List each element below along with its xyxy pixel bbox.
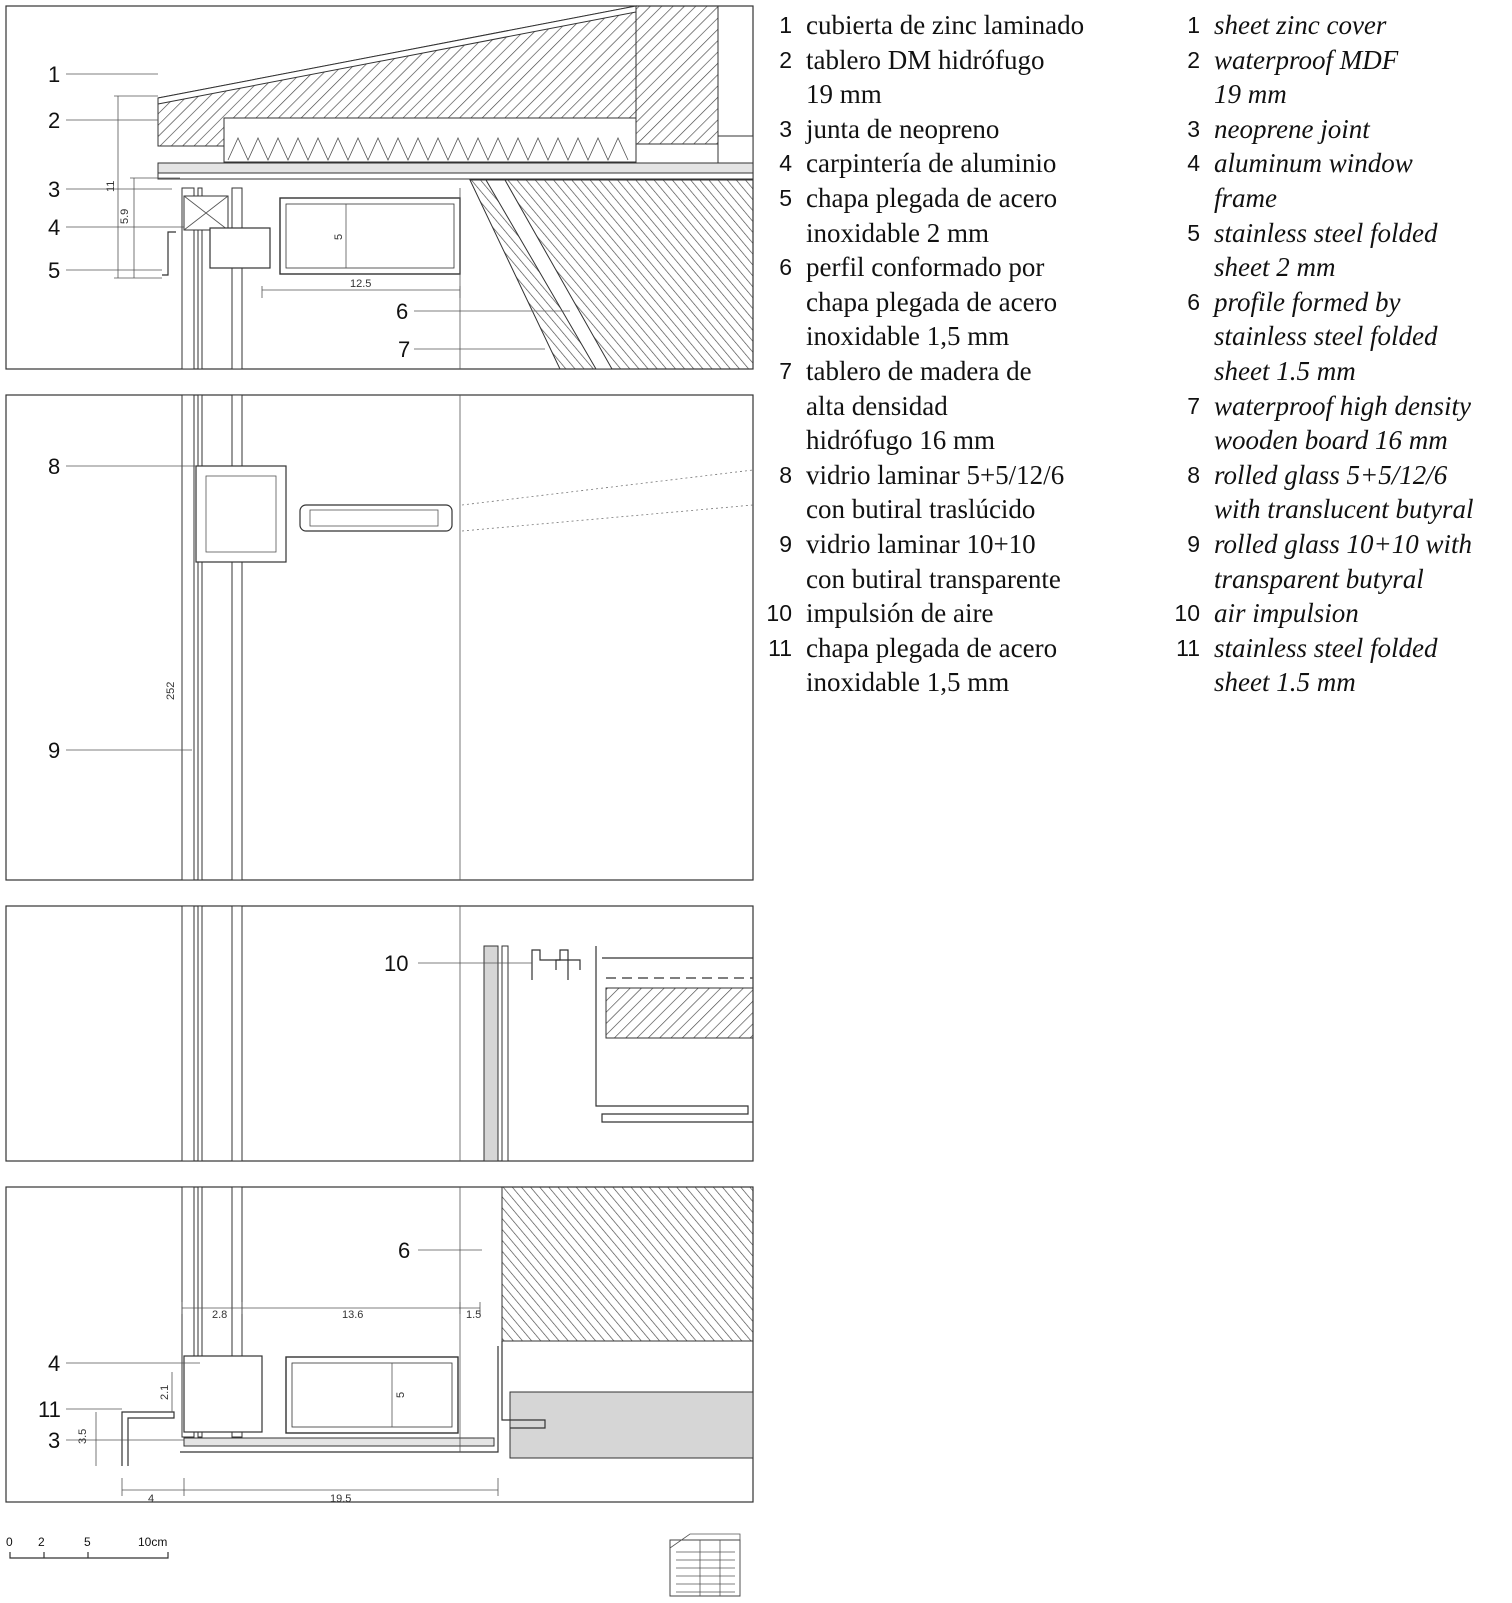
legend-item	[1168, 216, 1508, 285]
legend-item-number: 7	[1187, 392, 1200, 419]
legend-item	[1168, 146, 1508, 215]
legend-item-text: profile formed by stainless steel folded sheet 1.5 mm	[1214, 286, 1438, 386]
legend-item-number: 7	[779, 357, 792, 384]
legend-item-number: 8	[1187, 461, 1200, 488]
legend-item-number: 11	[1176, 634, 1200, 661]
legend-item-text: aluminum window frame	[1214, 148, 1413, 213]
legend-item-number: 3	[779, 115, 792, 142]
legend-item-number: 5	[1187, 219, 1200, 246]
dim-5-bottom: 5	[395, 1391, 407, 1398]
legend-item-text: chapa plegada de acero inoxidable 2 mm	[806, 182, 1058, 248]
legend-item-text: neoprene joint	[1214, 113, 1370, 144]
callout-6: 6	[396, 299, 409, 324]
legend-item	[760, 458, 1140, 527]
legend-item-text: tablero de madera de alta densidad hidrófugo 16 mm	[806, 355, 1032, 456]
panel-air-impulsion	[6, 906, 753, 1161]
legend-item-text: impulsión de aire	[806, 598, 994, 629]
legend-item	[760, 181, 1140, 250]
legend-item-text: rolled glass 5+5/12/6 with translucent butyral	[1214, 459, 1474, 525]
legend-item-text: tablero DM hidrófugo 19 mm	[806, 44, 1045, 110]
dim-2-1: 2.1	[159, 1384, 171, 1400]
legend-item	[1168, 596, 1508, 631]
legend-item-number: 8	[779, 461, 792, 488]
legend-item	[760, 8, 1140, 43]
legend-item	[1168, 285, 1508, 389]
legend-item-text: vidrio laminar 5+5/12/6 con butiral traslúcido	[806, 459, 1065, 525]
legend-item-text: chapa plegada de acero inoxidable 1,5 mm	[806, 632, 1058, 698]
legend-item-text: cubierta de zinc laminado	[806, 10, 1085, 40]
legend-item	[1168, 43, 1508, 112]
callout-2: 2	[48, 108, 61, 133]
legend-item-text: stainless steel folded sheet 1.5 mm	[1214, 632, 1438, 698]
legend-item-text: rolled glass 10+10 with transparent butyral	[1214, 528, 1472, 594]
legend-item	[760, 43, 1140, 112]
legend-item-number: 10	[1174, 600, 1200, 627]
dim-252: 252	[165, 681, 177, 700]
callout-4-bottom: 4	[48, 1351, 61, 1376]
scale-tick-0: 0	[6, 1535, 13, 1549]
panel-bottom-detail	[6, 1187, 753, 1502]
legend-item-number: 11	[768, 634, 792, 661]
legend-item-number: 2	[1187, 46, 1200, 73]
dim-3-5: 3.5	[77, 1428, 89, 1444]
legend-item-number: 4	[779, 150, 792, 177]
key-plan-thumbnail	[670, 1534, 740, 1596]
legend-item-text: vidrio laminar 10+10 con butiral transparente	[806, 528, 1061, 594]
legend-item	[1168, 389, 1508, 458]
legend-item-number: 6	[1187, 288, 1200, 315]
legend-item-number: 4	[1187, 150, 1200, 177]
legend-item-number: 6	[779, 254, 792, 281]
dim-5-9: 5.9	[119, 208, 131, 224]
legend-item	[760, 146, 1140, 181]
legend-item-text: waterproof MDF 19 mm	[1214, 44, 1399, 110]
scale-tick-2: 2	[38, 1535, 45, 1549]
callout-5: 5	[48, 258, 61, 283]
callout-1: 1	[48, 62, 61, 87]
panel-glazing-mid	[6, 395, 753, 880]
legend-item-text: waterproof high density wooden board 16 mm	[1214, 390, 1471, 456]
dim-13-6: 13.6	[342, 1309, 364, 1321]
legend-item-number: 5	[779, 184, 792, 211]
legend-item	[1168, 631, 1508, 700]
callout-7: 7	[398, 337, 411, 362]
callout-leaders	[66, 74, 570, 1440]
dimension-labels	[77, 181, 481, 1505]
legend-item	[1168, 458, 1508, 527]
legend-item	[760, 527, 1140, 596]
legend-item	[1168, 112, 1508, 147]
dim-19-5: 19.5	[330, 1493, 352, 1505]
dim-2-8: 2.8	[212, 1309, 228, 1321]
callout-4: 4	[48, 215, 61, 240]
callout-9: 9	[48, 738, 61, 763]
callout-6-bottom: 6	[398, 1238, 411, 1263]
legend-item-number: 9	[779, 530, 792, 557]
legend-item	[760, 631, 1140, 700]
callout-3: 3	[48, 177, 61, 202]
legend-item	[760, 250, 1140, 354]
callout-8: 8	[48, 454, 61, 479]
legend-spanish	[760, 8, 1140, 700]
legend-item	[760, 596, 1140, 631]
legend-item-text: perfil conformado por chapa plegada de acero inoxidable 1,5 mm	[806, 252, 1058, 352]
legend-item	[760, 354, 1140, 458]
legend-item	[1168, 527, 1508, 596]
legend-item-text: junta de neopreno	[806, 113, 1000, 144]
dim-12-5: 12.5	[350, 278, 372, 290]
legend-item-number: 2	[779, 46, 792, 73]
legend-item-number: 9	[1187, 530, 1200, 557]
legend-item	[760, 112, 1140, 147]
legend-item-text: sheet zinc cover	[1214, 10, 1387, 40]
scale-tick-10cm: 10cm	[138, 1535, 168, 1549]
legend-item-number: 10	[766, 600, 792, 627]
dim-5-top: 5	[333, 233, 345, 240]
callout-10: 10	[384, 951, 409, 976]
legend-item	[1168, 8, 1508, 43]
dim-1-5: 1.5	[466, 1309, 482, 1321]
scale-tick-5: 5	[84, 1535, 91, 1549]
legend-item-text: stainless steel folded sheet 2 mm	[1214, 217, 1438, 283]
dim-11: 11	[105, 180, 117, 192]
scale-bar	[6, 1535, 168, 1558]
legend-item-number: 3	[1187, 115, 1200, 142]
legend-item-number: 1	[779, 12, 792, 38]
callout-11: 11	[38, 1397, 61, 1422]
callout-3-bottom: 3	[48, 1428, 61, 1453]
legend-item-number: 1	[1187, 12, 1200, 38]
legend-item-text: air impulsion	[1214, 598, 1359, 629]
legend-english	[1168, 8, 1508, 700]
legend-item-text: carpintería de aluminio	[806, 148, 1057, 179]
dim-4: 4	[148, 1493, 155, 1505]
dimension-lines	[96, 96, 498, 1496]
